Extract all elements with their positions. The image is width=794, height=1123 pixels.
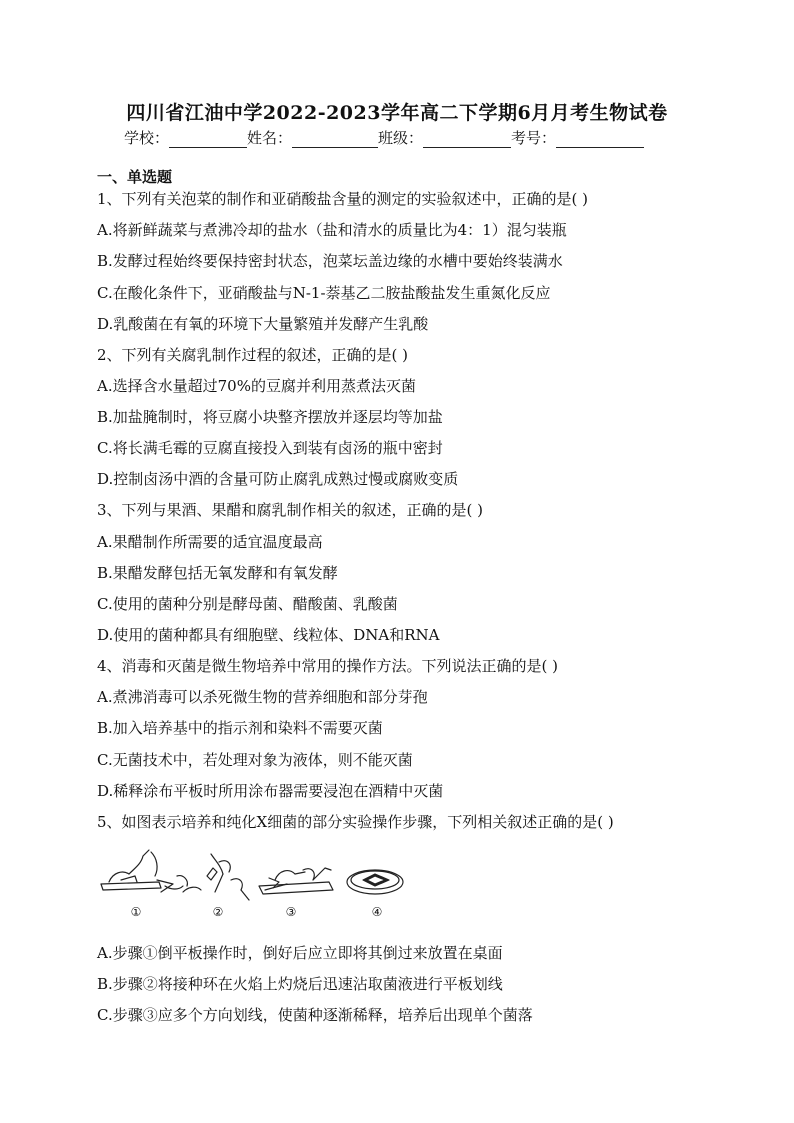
experiment-steps-figure bbox=[99, 846, 409, 922]
question-2-option-c: C.将长满毛霉的豆腐直接投入到装有卤汤的瓶中密封 bbox=[97, 439, 443, 457]
question-3-stem: 3、下列与果酒、果醋和腐乳制作相关的叙述，正确的是( ) bbox=[97, 501, 484, 519]
question-3-option-d: D.使用的菌种都具有细胞壁、线粒体、DNA和RNA bbox=[97, 626, 440, 644]
question-3-option-b: B.果醋发酵包括无氧发酵和有氧发酵 bbox=[97, 564, 338, 582]
question-5-option-c: C.步骤③应多个方向划线，使菌种逐渐稀释，培养后出现单个菌落 bbox=[97, 1006, 533, 1024]
number-label: 考号： bbox=[511, 129, 557, 147]
step-4-culture-dish-drawing bbox=[347, 870, 403, 894]
question-1-stem: 1、下列有关泡菜的制作和亚硝酸盐含量的测定的实验叙述中，正确的是( ) bbox=[97, 190, 589, 208]
number-blank[interactable] bbox=[556, 131, 644, 148]
question-1-option-b: B.发酵过程始终要保持密封状态，泡菜坛盖边缘的水槽中要始终装满水 bbox=[97, 252, 563, 270]
question-4-option-a: A.煮沸消毒可以杀死微生物的营养细胞和部分芽孢 bbox=[97, 688, 428, 706]
figure-label-1: ① bbox=[130, 905, 142, 919]
question-3-option-c: C.使用的菌种分别是酵母菌、醋酸菌、乳酸菌 bbox=[97, 595, 398, 613]
student-info-row bbox=[124, 127, 644, 148]
question-2-option-a: A.选择含水量超过70%的豆腐并利用蒸煮法灭菌 bbox=[97, 377, 416, 395]
question-1-option-d: D.乳酸菌在有氧的环境下大量繁殖并发酵产生乳酸 bbox=[97, 315, 429, 333]
figure-label-4: ④ bbox=[371, 905, 383, 919]
figure-label-3: ③ bbox=[285, 905, 297, 919]
figure-label-2: ② bbox=[212, 905, 224, 919]
step-2-flame-sterilize-drawing bbox=[183, 854, 249, 900]
question-4-option-d: D.稀释涂布平板时所用涂布器需要浸泡在酒精中灭菌 bbox=[97, 782, 444, 800]
question-5-option-b: B.步骤②将接种环在火焰上灼烧后迅速沾取菌液进行平板划线 bbox=[97, 975, 503, 993]
question-2-option-b: B.加盐腌制时，将豆腐小块整齐摆放并逐层均等加盐 bbox=[97, 408, 443, 426]
question-2-option-d: D.控制卤汤中酒的含量可防止腐乳成熟过慢或腐败变质 bbox=[97, 470, 459, 488]
step-3-streak-plate-drawing bbox=[259, 868, 333, 894]
question-1-option-a: A.将新鲜蔬菜与煮沸冷却的盐水（盐和清水的质量比为4：1）混匀装瓶 bbox=[97, 221, 567, 239]
school-blank[interactable] bbox=[169, 131, 247, 148]
question-4-stem: 4、消毒和灭菌是微生物培养中常用的操作方法。下列说法正确的是( ) bbox=[97, 657, 559, 675]
step-1-pour-plate-drawing bbox=[101, 850, 187, 892]
school-label: 学校： bbox=[124, 129, 170, 147]
question-5-stem: 5、如图表示培养和纯化X细菌的部分实验操作步骤，下列相关叙述正确的是( ) bbox=[97, 813, 614, 831]
question-2-stem: 2、下列有关腐乳制作过程的叙述，正确的是( ) bbox=[97, 346, 409, 364]
name-blank[interactable] bbox=[292, 131, 378, 148]
question-1-option-c: C.在酸化条件下，亚硝酸盐与N-1-萘基乙二胺盐酸盐发生重氮化反应 bbox=[97, 284, 551, 302]
question-4-option-b: B.加入培养基中的指示剂和染料不需要灭菌 bbox=[97, 719, 383, 737]
name-label: 姓名： bbox=[247, 129, 293, 147]
class-blank[interactable] bbox=[423, 131, 511, 148]
section-heading: 一、单选题 bbox=[97, 168, 173, 186]
question-3-option-a: A.果醋制作所需要的适宜温度最高 bbox=[97, 533, 323, 551]
class-label: 班级： bbox=[378, 129, 424, 147]
question-4-option-c: C.无菌技术中，若处理对象为液体，则不能灭菌 bbox=[97, 751, 413, 769]
question-5-option-a: A.步骤①倒平板操作时，倒好后应立即将其倒过来放置在桌面 bbox=[97, 944, 503, 962]
exam-title: 四川省江油中学2022-2023学年高二下学期6月月考生物试卷 bbox=[126, 102, 668, 124]
